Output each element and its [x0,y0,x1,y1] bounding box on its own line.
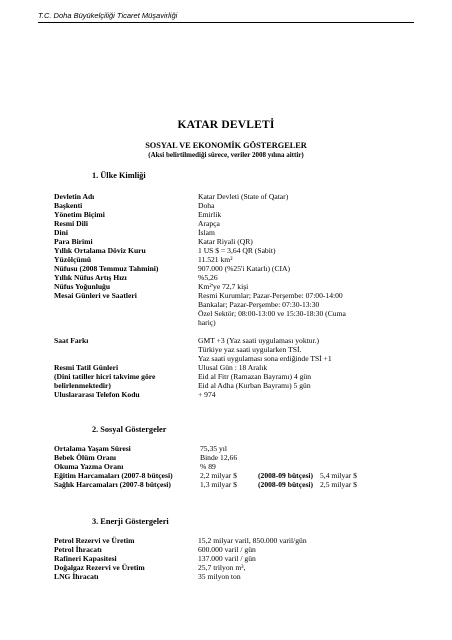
row-label: (Dini tatiller hicri takvime göre [54,372,156,381]
table-row [54,237,346,246]
row-value: 25,7 trilyon m³, [198,563,246,572]
table-row [54,354,346,363]
table-row [54,372,346,381]
table-row [54,462,357,471]
row-label: Yüzölçümü [54,255,92,264]
section1-table [54,192,346,399]
row-value: Emirlik [198,210,222,219]
table-row [54,255,346,264]
table-row [54,363,346,372]
row-value: 137.000 varil / gün [198,554,256,563]
section1-heading: 1. Ülke Kimliği [92,171,146,180]
row-label: Okuma Yazma Oranı [54,462,124,471]
header-divider [38,22,414,23]
row-value: + 974 [198,390,216,399]
section3-table [54,536,307,581]
row-value: Arapça [198,219,220,228]
table-row [54,444,357,453]
row-budget-value: 2,5 milyar $ [320,480,357,489]
table-row [54,201,346,210]
table-row [54,345,346,354]
row-label: Başkenti [54,201,83,210]
table-row [54,210,346,219]
row-label: Eğitim Harcamaları (2007-8 bütçesi) [54,471,173,480]
row-value: Katar Riyali (QR) [198,237,253,246]
page-subtitle: SOSYAL VE EKONOMİK GÖSTERGELER [145,141,307,150]
row-label: Para Birimi [54,237,93,246]
table-row [54,309,346,318]
row-value: 2,2 milyar $ [200,471,237,480]
row-label: Petrol Rezervi ve Üretim [54,536,135,545]
table-row [54,536,307,545]
row-label: Nüfus Yoğunluğu [54,282,111,291]
row-value: Doha [198,201,215,210]
row-budget-label: (2008-09 bütçesi) [258,471,314,480]
row-budget-label [258,444,320,453]
row-value: %5,26 [198,273,218,282]
row-value: Katar Devleti (State of Qatar) [198,192,289,201]
table-row [54,545,307,554]
row-value: 1,3 milyar $ [200,480,237,489]
row-label [54,309,198,318]
row-value: % 89 [200,462,216,471]
row-value: Resmi Kurumlar; Pazar-Perşembe: 07:00-14:00 [198,291,343,300]
table-row [54,273,346,282]
row-label: Rafineri Kapasitesi [54,554,117,563]
page-subnote: (Aksi belirtilmediği sürece, veriler 2008 yılına aittir) [148,151,304,159]
row-budget-label [258,462,320,471]
table-row [54,471,357,480]
row-label [54,345,198,354]
table-row [54,572,307,581]
row-label: Devletin Adı [54,192,95,201]
row-value: Ulusal Gün : 18 Aralık [198,363,268,372]
table-row [54,300,346,309]
row-label: Petrol İhracatı [54,545,102,554]
row-budget-label: (2008-09 bütçesi) [258,480,314,489]
row-label: Yıllık Nüfus Artış Hızı [54,273,127,282]
row-value: Bankalar; Pazar-Perşembe: 07:30-13:30 [198,300,320,309]
row-budget-value: 5,4 milyar $ [320,471,357,480]
row-value: 600.000 varil / gün [198,545,256,554]
row-label: Resmi Dili [54,219,88,228]
table-row [54,554,307,563]
row-value: 1 US $ = 3,64 QR (Sabit) [198,246,276,255]
row-value: İslam [198,228,215,237]
row-value: Özel Sektör; 08:00-13:00 ve 15:30-18:30 (Cuma [198,309,346,318]
row-label [54,300,198,309]
row-label [54,318,198,327]
row-label: Sağlık Harcamaları (2007-8 bütçesi) [54,480,171,489]
table-row [54,327,346,336]
table-row [54,219,346,228]
section3-heading: 3. Enerji Göstergeleri [92,517,169,526]
row-budget-label [258,453,320,462]
row-label: Dini [54,228,68,237]
table-row [54,192,346,201]
table-row [54,563,307,572]
table-row [54,264,346,273]
row-value: Eid al Adha (Kurban Bayramı) 5 gün [198,381,311,390]
row-label: Bebek Ölüm Oranı [54,453,117,462]
row-value: 75,35 yıl [200,444,228,453]
row-value: Binde 12,66 [200,453,238,462]
row-value: Eid al Fitr (Ramazan Bayramı) 4 gün [198,372,312,381]
row-label [54,327,198,336]
row-label: Nüfusu (2008 Temmuz Tahmini) [54,264,159,273]
row-label: Yıllık Ortalama Döviz Kuru [54,246,146,255]
table-row [54,480,357,489]
table-row [54,291,346,300]
row-label: Doğalgaz Rezervi ve Üretim [54,563,145,572]
section2-heading: 2. Sosyal Göstergeler [92,425,167,434]
table-row [54,453,357,462]
table-row [54,381,346,390]
table-row [54,228,346,237]
row-label: Resmi Tatil Günleri [54,363,119,372]
row-label: Mesai Günleri ve Saatleri [54,291,137,300]
row-label: Uluslararası Telefon Kodu [54,390,140,399]
row-label: Ortalama Yaşam Süresi [54,444,131,453]
row-label: belirlenmektedir) [54,381,111,390]
row-value: Yaz saati uygulaması sona erdiğinde TSİ +1 [198,354,332,363]
row-value: 11.521 km² [198,255,233,264]
row-label [54,354,198,363]
row-value: Türkiye yaz saati uygularken TSİ. [198,345,302,354]
page-title: KATAR DEVLETİ [177,119,275,131]
table-row [54,390,346,399]
row-value: GMT +3 (Yaz saati uygulaması yoktur.) [198,336,320,345]
table-row [54,318,346,327]
row-value: 15,2 milyar varil, 850.000 varil/gün [198,536,307,545]
row-value: Km²'ye 72,7 kişi [198,282,249,291]
row-value: 35 milyon ton [198,572,241,581]
row-label: Saat Farkı [54,336,89,345]
row-label: Yönetim Biçimi [54,210,105,219]
row-value: hariç) [198,318,216,327]
page-header: T.C. Doha Büyükelçiliği Ticaret Müşavirliği [38,11,178,20]
table-row [54,336,346,345]
row-value: 907.000 (%25'i Katarlı) (CIA) [198,264,291,273]
table-row [54,282,346,291]
table-row [54,246,346,255]
row-label: LNG İhracatı [54,572,99,581]
section2-table [54,444,357,489]
